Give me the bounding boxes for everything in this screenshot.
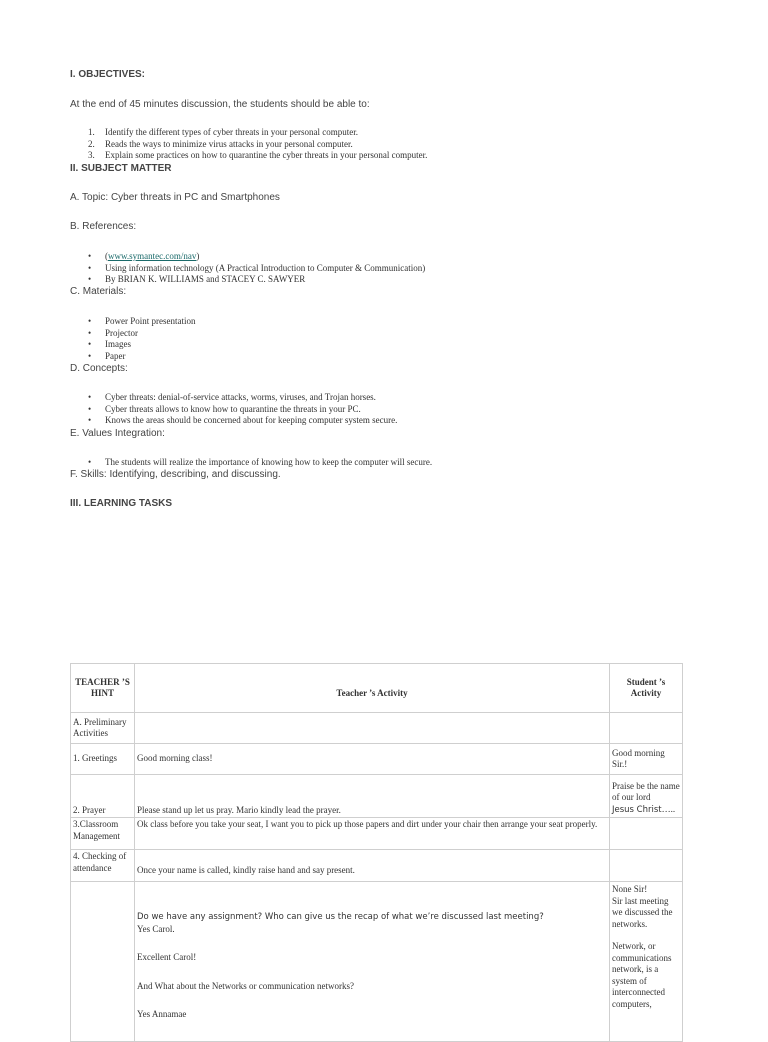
list-item: • Power Point presentation bbox=[88, 316, 196, 328]
materials-label: C. Materials: bbox=[70, 286, 127, 297]
list-item: • Cyber threats allows to know how to quarantine the threats in your PC. bbox=[88, 404, 397, 416]
recap-call: Yes Carol. bbox=[137, 923, 175, 934]
reference-link[interactable]: www.symantec.com/nav bbox=[108, 251, 197, 261]
teacher-cell: Ok class before you take your seat, I want you to pick up those papers and dirt under your chair then arrange your seat properly. bbox=[135, 818, 610, 850]
teacher-cell bbox=[135, 882, 610, 1042]
student-cell bbox=[610, 850, 683, 882]
student-cell bbox=[610, 713, 683, 744]
teacher-cell bbox=[135, 713, 610, 744]
topic-line: A. Topic: Cyber threats in PC and Smartphones bbox=[70, 192, 280, 203]
list-item: • The students will realize the importance of knowing how to keep the computer will secure. bbox=[88, 457, 432, 469]
recap-call-2: Yes Annamae bbox=[137, 1009, 187, 1019]
materials-list bbox=[88, 316, 196, 363]
objectives-intro: At the end of 45 minutes discussion, the students should be able to: bbox=[70, 99, 370, 110]
concepts-label: D. Concepts: bbox=[70, 363, 128, 374]
values-label: E. Values Integration: bbox=[70, 428, 165, 439]
references-label: B. References: bbox=[70, 221, 137, 232]
teacher-cell: Good morning class! bbox=[135, 744, 610, 775]
teacher-cell: Please stand up let us pray. Mario kindly lead the prayer. bbox=[135, 775, 610, 818]
list-item: • Projector bbox=[88, 328, 196, 340]
learning-tasks-heading: III. LEARNING TASKS bbox=[70, 498, 173, 509]
table-row bbox=[71, 775, 683, 818]
recap-praise: Excellent Carol! bbox=[137, 952, 197, 962]
skills-line: F. Skills: Identifying, describing, and discussing. bbox=[70, 469, 281, 480]
table-row bbox=[71, 818, 683, 850]
list-item: • By BRIAN K. WILLIAMS and STACEY C. SAWYER bbox=[88, 274, 425, 286]
list-item: • (www.symantec.com/nav) bbox=[88, 251, 425, 263]
objectives-heading: I. OBJECTIVES: bbox=[70, 69, 146, 80]
student-reply-1: None Sir! bbox=[612, 884, 648, 894]
column-header-hint: TEACHER ’S HINT bbox=[71, 664, 135, 713]
list-item: 1. Identify the different types of cyber threats in your personal computer. bbox=[88, 127, 359, 137]
list-item: • Knows the areas should be concerned about for keeping computer system secure. bbox=[88, 415, 397, 427]
hint-cell bbox=[71, 882, 135, 1042]
list-item: • Images bbox=[88, 339, 196, 351]
list-item: • Cyber threats: denial-of-service attacks, worms, viruses, and Trojan horses. bbox=[88, 392, 397, 404]
list-item: 2. Reads the ways to minimize virus attacks in your personal computer. bbox=[88, 138, 353, 149]
list-item: 3. Explain some practices on how to quarantine the cyber threats in your personal computer. bbox=[88, 150, 428, 161]
recap-question: Do we have any assignment? Who can give us the recap of what we’re discussed last meeting? bbox=[137, 912, 544, 922]
student-reply-3: Network, or communications network, is a system of interconnected computers, bbox=[612, 941, 672, 1009]
hint-cell: 3.Classroom Management bbox=[71, 818, 135, 850]
hint-cell: 2. Prayer bbox=[71, 775, 135, 818]
hint-cell: 4. Checking of attendance bbox=[71, 850, 135, 882]
hint-cell: 1. Greetings bbox=[71, 744, 135, 775]
learning-tasks-table bbox=[70, 663, 683, 1042]
table-row bbox=[71, 713, 683, 744]
hint-cell: A. Preliminary Activities bbox=[71, 713, 135, 744]
table-row bbox=[71, 882, 683, 1042]
student-cell bbox=[610, 882, 683, 1042]
student-cell: Praise be the name of our lord Jesus Christ….. bbox=[610, 775, 683, 818]
table-header-row bbox=[71, 664, 683, 713]
teacher-cell: Once your name is called, kindly raise hand and say present. bbox=[135, 850, 610, 882]
objectives-list bbox=[88, 127, 427, 162]
references-list bbox=[88, 251, 425, 286]
list-item: • Paper bbox=[88, 351, 196, 363]
column-header-student: Student ’s Activity bbox=[610, 664, 683, 713]
column-header-teacher: Teacher ’s Activity bbox=[135, 664, 610, 713]
student-cell bbox=[610, 818, 683, 850]
student-cell: Good morning Sir.! bbox=[610, 744, 683, 775]
table-row bbox=[71, 850, 683, 882]
concepts-list bbox=[88, 392, 397, 427]
recap-followup: And What about the Networks or communication networks? bbox=[137, 980, 355, 991]
table-row bbox=[71, 744, 683, 775]
values-list bbox=[88, 457, 432, 469]
student-reply-2: Sir last meeting we discussed the networks. bbox=[612, 895, 673, 929]
subject-matter-heading: II. SUBJECT MATTER bbox=[70, 163, 172, 174]
list-item: • Using information technology (A Practical Introduction to Computer & Communication) bbox=[88, 263, 425, 275]
